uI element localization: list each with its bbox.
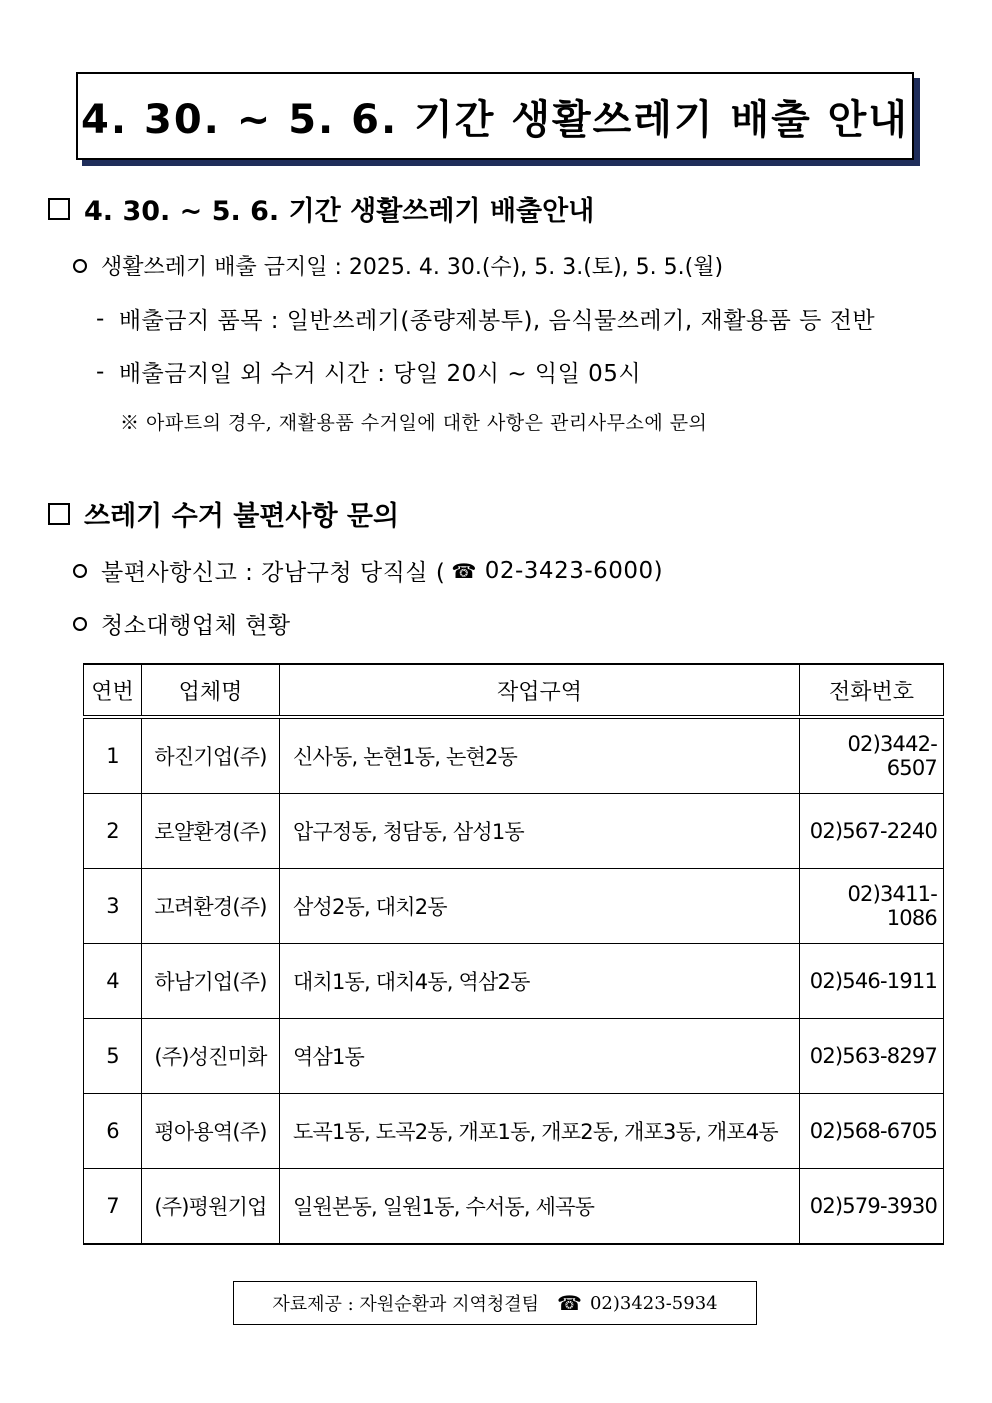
table-row xyxy=(84,717,944,794)
table-row xyxy=(84,869,944,944)
source-box xyxy=(233,1281,757,1325)
circle-bullet-icon xyxy=(73,617,87,631)
row-area: 신사동, 논현1동, 논현2동 xyxy=(280,717,800,794)
vendors-line xyxy=(73,607,291,640)
row-phone: 02)546-1911 xyxy=(800,944,944,1019)
apartment-note xyxy=(120,408,707,435)
row-area: 일원본동, 일원1동, 수서동, 세곡동 xyxy=(280,1169,800,1245)
row-phone: 02)3411-1086 xyxy=(800,869,944,944)
table-row xyxy=(84,1169,944,1245)
dash-bullet: - xyxy=(96,305,105,332)
complaint-line xyxy=(73,554,663,587)
checkbox-square-icon xyxy=(48,503,70,525)
row-no: 1 xyxy=(84,717,142,794)
row-no: 3 xyxy=(84,869,142,944)
row-company: 고려환경(주) xyxy=(142,869,280,944)
ban-days-line xyxy=(73,250,723,281)
row-phone: 02)579-3930 xyxy=(800,1169,944,1245)
row-company: 로얄환경(주) xyxy=(142,794,280,869)
table-row xyxy=(84,794,944,869)
row-no: 5 xyxy=(84,1019,142,1094)
header-no: 연번 xyxy=(84,664,142,717)
collection-time-line xyxy=(96,355,641,388)
source-number: 02)3423-5934 xyxy=(589,1292,718,1314)
row-area: 역삼1동 xyxy=(280,1019,800,1094)
row-company: 하남기업(주) xyxy=(142,944,280,1019)
row-phone: 02)568-6705 xyxy=(800,1094,944,1169)
header-area: 작업구역 xyxy=(280,664,800,717)
table-header-row xyxy=(84,664,944,717)
collection-time-text: 배출금지일 외 수거 시간 : 당일 20시 ~ 익일 05시 xyxy=(118,361,642,387)
row-area: 압구정동, 청담동, 삼성1동 xyxy=(280,794,800,869)
row-area: 도곡1동, 도곡2동, 개포1동, 개포2동, 개포3동, 개포4동 xyxy=(280,1094,800,1169)
row-no: 7 xyxy=(84,1169,142,1245)
table-row xyxy=(84,944,944,1019)
row-company: 하진기업(주) xyxy=(142,717,280,794)
complaint-label: 불편사항신고 : 강남구청 당직실 ( xyxy=(101,560,446,586)
row-phone: 02)563-8297 xyxy=(800,1019,944,1094)
complaint-number: 02-3423-6000) xyxy=(484,557,664,584)
ban-days-text: 생활쓰레기 배출 금지일 : 2025. 4. 30.(수), 5. 3.(토), 5. 5.(월) xyxy=(101,255,724,280)
row-no: 4 xyxy=(84,944,142,1019)
row-area: 대치1동, 대치4동, 역삼2동 xyxy=(280,944,800,1019)
page-title: 4. 30. ~ 5. 6. 기간 생활쓰레기 배출 안내 xyxy=(81,96,909,143)
phone-icon: ☎ xyxy=(557,1291,582,1315)
phone-icon: ☎ xyxy=(451,558,477,583)
circle-bullet-icon xyxy=(73,259,87,273)
header-phone: 전화번호 xyxy=(800,664,944,717)
vendors-table xyxy=(83,663,944,1245)
section1-heading xyxy=(48,189,594,228)
row-area: 삼성2동, 대치2동 xyxy=(280,869,800,944)
ban-items-text: 배출금지 품목 : 일반쓰레기(종량제봉투), 음식물쓰레기, 재활용품 등 전반 xyxy=(118,308,876,334)
dash-bullet: - xyxy=(96,358,105,385)
row-company: (주)평원기업 xyxy=(142,1169,280,1245)
section2-heading-text: 쓰레기 수거 불편사항 문의 xyxy=(84,501,400,532)
row-no: 2 xyxy=(84,794,142,869)
ban-items-line xyxy=(96,302,875,335)
title-box xyxy=(76,72,914,160)
row-no: 6 xyxy=(84,1094,142,1169)
checkbox-square-icon xyxy=(48,198,70,220)
table-row xyxy=(84,1094,944,1169)
row-company: (주)성진미화 xyxy=(142,1019,280,1094)
vendors-label: 청소대행업체 현황 xyxy=(101,613,291,639)
section2-heading xyxy=(48,494,399,533)
source-label: 자료제공 : 자원순환과 지역청결팀 xyxy=(272,1294,540,1315)
row-phone: 02)567-2240 xyxy=(800,794,944,869)
apartment-note-text: ※ 아파트의 경우, 재활용품 수거일에 대한 사항은 관리사무소에 문의 xyxy=(120,412,708,434)
row-phone: 02)3442-6507 xyxy=(800,717,944,794)
row-company: 평아용역(주) xyxy=(142,1094,280,1169)
section1-heading-text: 4. 30. ~ 5. 6. 기간 생활쓰레기 배출안내 xyxy=(84,196,595,227)
circle-bullet-icon xyxy=(73,564,87,578)
table-row xyxy=(84,1019,944,1094)
header-company: 업체명 xyxy=(142,664,280,717)
